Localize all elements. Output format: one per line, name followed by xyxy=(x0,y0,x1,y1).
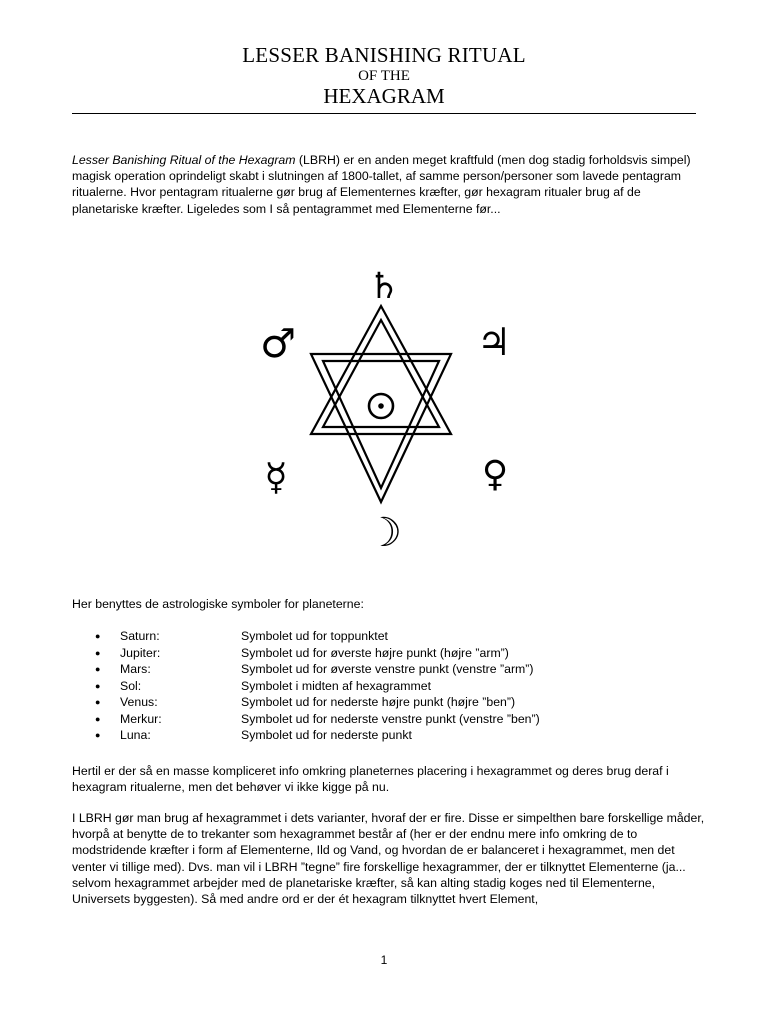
planet-name: Mars: xyxy=(120,662,151,676)
bullet-icon: ● xyxy=(95,664,101,674)
upward-triangle-inner xyxy=(323,320,439,427)
bullet-icon: ● xyxy=(95,631,101,641)
title-block xyxy=(72,42,696,108)
intro-italic-lead: Lesser Banishing Ritual of the Hexagram xyxy=(72,153,296,167)
title-divider xyxy=(72,113,696,114)
planet-description: Symbolet ud for øverste højre punkt (højre ”arm”) xyxy=(241,645,509,660)
list-item xyxy=(72,711,696,728)
planet-list xyxy=(72,628,696,744)
list-item xyxy=(72,661,696,678)
moon-icon: ☽ xyxy=(366,510,402,554)
list-item xyxy=(72,694,696,711)
planet-description: Symbolet ud for nederste højre punkt (højre ”ben”) xyxy=(241,695,516,709)
bullet-icon: ● xyxy=(95,713,101,724)
planet-name: Luna: xyxy=(120,728,151,742)
saturn-icon: ♄ xyxy=(367,266,401,307)
bullet-icon: ● xyxy=(95,730,101,740)
planet-name: Sol: xyxy=(120,678,142,693)
planet-description: Symbolet ud for øverste venstre punkt (venstre ”arm”) xyxy=(241,662,534,676)
symbols-intro: Her benyttes de astrologiske symboler for planeterne: xyxy=(72,597,364,611)
page-title-line1: LESSER BANISHING RITUAL xyxy=(242,43,526,67)
upward-triangle-outer xyxy=(311,306,451,434)
mercury-icon: ☿ xyxy=(264,455,288,499)
page-title-line3: HEXAGRAM xyxy=(323,84,445,108)
hexagram-figure xyxy=(252,262,512,554)
jupiter-icon: ♃ xyxy=(476,320,512,364)
hexagram-svg xyxy=(252,262,512,554)
venus-icon: ♀ xyxy=(481,454,509,495)
page-number: 1 xyxy=(380,953,388,967)
mars-icon: ♂ xyxy=(260,321,296,367)
planet-name: Venus: xyxy=(120,695,158,709)
bullet-icon: ● xyxy=(95,697,101,707)
bullet-icon: ● xyxy=(95,680,101,691)
list-item xyxy=(72,678,696,695)
intro-text: (LBRH) er en anden meget kraftfuld (men dog stadig forholdsvis simpel) magisk operation oprindeligt skabt i slutningen af 1800-tallet, af samme person/personer som lavede pentagram ritualerne. Hvor pentagram ritualerne gør brug af Elementernes kræfter, gør hexagram ritualer brug af de planetariske kræfter. Ligeledes som I så pentagrammet med Elementerne før... xyxy=(72,153,691,216)
paragraph-3: I LBRH gør man brug af hexagrammet i dets varianter, hvoraf der er fire. Disse er simpelthen bare forskellige måder, hvorpå at benytte de to trekanter som hexagrammet består af (her er der endnu mere info omkring de to modstridende kræfter i form af Elementerne, Ild og Vand, og hvordan de er balanceret i hexagrammet, men det venter vi tillige med). Dvs. man vil i LBRH ”tegne” fire forskellige hexagrammer, der er tilknyttet Elementerne (ja... selvom hexagrammet arbejder med de planetariske kræfter, så kan alting stadig koges ned til Elementerne, Universets byggesten). Så med andre ord er der ét hexagram tilknyttet hvert Element, xyxy=(72,811,705,907)
planet-description: Symbolet ud for nederste venstre punkt (venstre ”ben”) xyxy=(241,711,540,726)
list-item xyxy=(72,628,696,645)
planet-name: Jupiter: xyxy=(120,645,161,660)
planet-description: Symbolet ud for toppunktet xyxy=(241,629,388,643)
sun-dot xyxy=(378,403,384,409)
page-title-line2: OF THE xyxy=(358,68,410,84)
planet-name: Merkur: xyxy=(120,711,162,726)
paragraph-2: Hertil er der så en masse kompliceret info omkring planeternes placering i hexagrammet og deres brug deraf i hexagram ritualerne, men det behøver vi ikke kigge på nu. xyxy=(72,764,669,795)
planet-description: Symbolet ud for nederste punkt xyxy=(241,728,412,742)
list-item xyxy=(72,645,696,662)
list-item xyxy=(72,727,696,744)
planet-name: Saturn: xyxy=(120,629,160,643)
planet-description: Symbolet i midten af hexagrammet xyxy=(241,678,432,693)
bullet-icon: ● xyxy=(95,647,101,658)
intro-paragraph xyxy=(72,152,708,217)
